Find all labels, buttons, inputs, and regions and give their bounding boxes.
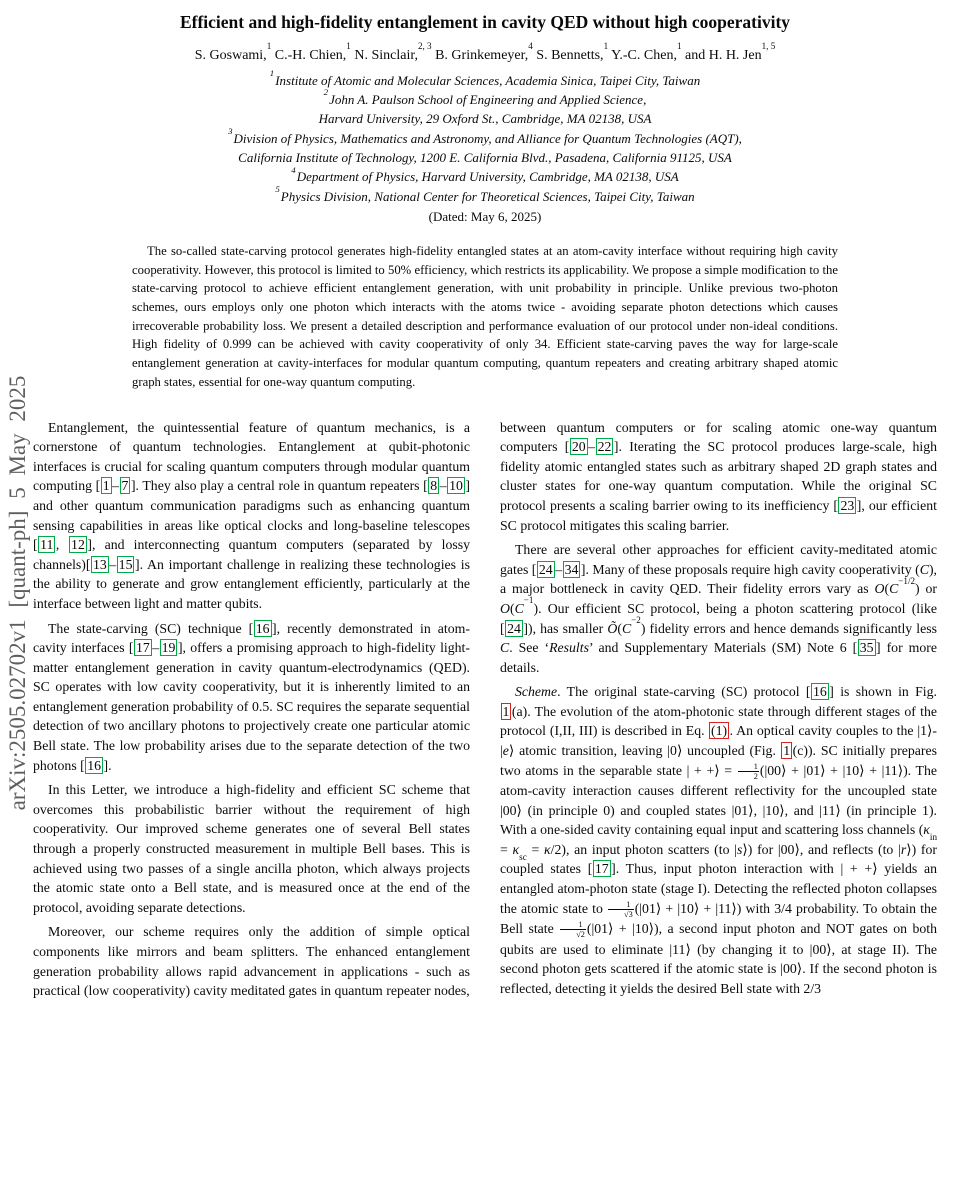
subscript: sc — [519, 851, 527, 862]
affiliation-text: Physics Division, National Center for Theoretical Sciences, Taipei City, Taiwan — [280, 188, 695, 204]
text-run: /2), an input photon scatters (to | — [550, 841, 737, 857]
text-run: In this Letter, we introduce a high-fidelity and efficient SC scheme that overcomes this probabilistic barrier without the requirement of high cooperativity. Our improved scheme generates one of several Bell states through a properly constructed measurement in multiple Bell bases. This is achieved using two passes of a single ancilla photon, which always projects the atomic state onto a Bell state, and is measured once at the end of the protocol, avoiding separate detections. — [33, 782, 470, 915]
italic-run: κ — [544, 841, 551, 857]
text-run: ( — [617, 620, 622, 636]
text-run: ⟩) for |00⟩, and reflects (to | — [742, 841, 901, 857]
author-name-text: C.-H. Chien, — [271, 47, 347, 63]
italic-run: C — [919, 561, 929, 577]
text-run: = — [500, 841, 513, 857]
text-run: ]. Thus, input photon interaction with | + +⟩ yields an entangled atom-photon state (stage I). Detecting the reflected photon collapses the atomic state to — [500, 861, 937, 916]
affiliation-line — [33, 68, 937, 90]
text-run: ]. Many of these proposals require high cavity cooperativity ( — [580, 561, 920, 577]
italic-run: C — [889, 581, 899, 597]
text-run: (c)). SC initially prepares two atoms in the separable state | + +⟩ = — [500, 743, 937, 778]
affiliation-text: John A. Paulson School of Engineering and Applied Science, — [329, 92, 647, 108]
paper-title: Efficient and high-fidelity entanglement in cavity QED without high cooperativity — [179, 12, 791, 32]
text-run: ], offers a promising approach to high-fidelity light-matter entanglement generation in cavity quantum-electrodynamics (QED). SC operates with low cavity cooperativity, but it is inherently limited to an entanglement generation probability of 0.5. SC requires the separate sequential detection of two ancillary photons to projectively create one particular atomic Bell state. The low probability arises due to the separate detection of the two photons [ — [33, 640, 470, 773]
author-name-text: S. Goswami, — [194, 47, 267, 63]
affiliation-text: Department of Physics, Harvard University, Cambridge, MA 02138, USA — [296, 169, 679, 185]
affiliation-line — [33, 183, 937, 206]
italic-run: C — [621, 620, 632, 636]
text-run: (|01⟩ + |10⟩ + |11⟩) with 3/4 probability. To obtain the Bell state — [500, 900, 937, 937]
text-run: ). Our efficient SC protocol, being a photon scattering protocol (like [ — [500, 600, 937, 636]
citation-link[interactable]: 16 — [813, 684, 827, 700]
left-column — [33, 418, 470, 1001]
italic-run: r — [900, 841, 907, 857]
paragraph — [33, 418, 470, 614]
affiliation-marker: 1 — [269, 68, 275, 79]
text-run: ), a major bottleneck in cavity QED. Their fidelity errors vary as — [500, 561, 937, 597]
author-affiliation-marker: 2, 3 — [417, 41, 432, 52]
author-name-text: N. Sinclair, — [350, 47, 418, 63]
author-name — [608, 41, 682, 63]
text-run: = — [526, 841, 544, 857]
author-name — [194, 41, 272, 63]
text-run: , — [55, 537, 69, 553]
italic-run: Õ — [607, 620, 618, 636]
citation-link[interactable]: 17 — [594, 861, 609, 877]
author-name — [681, 41, 776, 63]
affiliation-line — [33, 125, 937, 148]
author-affiliation-marker: 1 — [676, 41, 682, 52]
italic-run: O — [874, 581, 885, 597]
paragraph — [33, 922, 470, 1000]
citation-link[interactable]: 17 — [135, 640, 150, 656]
citation-link[interactable]: 22 — [597, 439, 612, 455]
author-affiliation-marker: 1, 5 — [761, 41, 776, 52]
affiliation-line — [33, 109, 937, 128]
text-run: ]. They also play a central role in quantum repeaters [ — [130, 478, 428, 494]
text-run: – — [112, 478, 120, 494]
text-run: – — [109, 556, 117, 572]
body-columns — [33, 418, 937, 1001]
fraction-numerator: 1 — [626, 899, 631, 909]
citation-link[interactable]: 13 — [92, 556, 107, 572]
text-run: . See ‘ — [509, 640, 550, 656]
author-name — [350, 41, 432, 63]
text-run: ( — [884, 581, 890, 597]
citation-link[interactable]: 16 — [255, 620, 270, 636]
paragraph — [33, 780, 470, 917]
italic-run: O — [500, 600, 510, 616]
text-run: ] for more details. — [500, 640, 937, 675]
text-run: (|01⟩ + |10⟩), a second input photon and NOT gates on both qubits are used to eliminate |11⟩ (by changing it to |00⟩, at stage II). The second photon gets scattered if the atomic state is |00⟩. If the second photon is reflected, detecting it yields the desired Bell state with 2/3 — [500, 921, 937, 996]
italic-run: C — [514, 600, 524, 616]
citation-link[interactable]: 7 — [121, 478, 129, 494]
text-run: – — [152, 640, 160, 656]
inline-fraction — [738, 762, 759, 781]
author-name-text: S. Bennetts, — [532, 47, 604, 63]
italic-run: κ — [512, 841, 520, 857]
text-run: ⟩ atomic transition, leaving |0⟩ uncoupled (Fig. — [508, 743, 781, 759]
text-run: ], recently demonstrated in atom-cavity interfaces [ — [33, 620, 470, 656]
fraction-denominator: 2 — [738, 771, 759, 781]
superscript: −1 — [523, 595, 534, 606]
paragraph — [33, 619, 470, 776]
text-run: – — [555, 561, 563, 577]
citation-link[interactable]: 23 — [840, 497, 855, 513]
paragraph — [500, 418, 937, 536]
italic-run: e — [502, 743, 509, 759]
paragraph — [500, 540, 937, 677]
internal-ref-link[interactable]: 1 — [502, 703, 510, 719]
text-run: – — [588, 439, 596, 455]
citation-link[interactable]: 35 — [859, 640, 874, 656]
text-run: ]), has smaller — [523, 620, 608, 636]
internal-ref-link[interactable]: 1 — [783, 743, 791, 759]
fraction-denominator: √2 — [560, 929, 586, 939]
author-name — [271, 41, 351, 63]
text-run: ], and interconnecting quantum computers (separated by lossy channels)[ — [33, 537, 470, 572]
affiliation-line — [33, 164, 937, 186]
subscript: in — [929, 832, 937, 843]
author-name-text: and H. H. Jen — [681, 47, 762, 63]
author-name-text: Y.-C. Chen, — [608, 47, 677, 63]
citation-link[interactable]: 24 — [507, 620, 521, 636]
text-run: ) or — [915, 581, 937, 597]
citation-link[interactable]: 34 — [564, 561, 579, 577]
text-run: Entanglement, the quintessential feature of quantum mechanics, is a cornerstone of quantum technologies. Entanglement at qubit-photonic interfaces is crucial for scaling quantum computers through modular quantum computing [ — [33, 419, 470, 494]
citation-link[interactable]: 8 — [430, 478, 438, 494]
author-affiliation-marker: 1 — [603, 41, 609, 52]
text-run: (a). The evolution of the atom-photonic state through different stages of the protocol (I,II, III) is described in Eq. — [500, 703, 937, 739]
italic-run: κ — [923, 822, 930, 838]
text-run: ) fidelity errors and hence demands significantly less — [640, 620, 937, 636]
italic-run: C — [500, 640, 510, 656]
text-run: ( — [509, 600, 515, 616]
italic-run: Scheme — [515, 684, 558, 700]
text-run: ], our efficient SC protocol mitigates this scaling barrier. — [500, 497, 937, 533]
affiliation-text: Division of Physics, Mathematics and Astronomy, and Alliance for Quantum Technologies (AQT), — [233, 130, 742, 146]
text-run: ⟩) for coupled states [ — [500, 841, 938, 877]
author-affiliation-marker: 1 — [346, 41, 351, 52]
text-run: ’ and Supplementary Materials (SM) Note 6 [ — [588, 640, 858, 656]
arxiv-watermark: arXiv:2505.02702v1 [quant-ph] 5 May 2025 — [5, 375, 30, 811]
right-column — [500, 418, 937, 1001]
text-run: ]. An important challenge in realizing these technologies is the ability to generate and grow entanglement efficiently, particularly at the interface between light and matter qubits. — [33, 556, 470, 611]
text-run: ] and other quantum communication paradigms such as enhancing quantum sensing capabilities in areas like optical clocks and long-baseline telescopes [ — [33, 478, 470, 553]
text-run: Moreover, our scheme requires only the addition of simple optical components like mirrors and beam splitters. The enhanced entanglement generation probability allows rapid advancement in applications - such as practical (low cooperativity) cavity meditated gates in quantum repeater nodes, — [33, 924, 470, 999]
abstract-text: The so-called state-carving protocol generates high-fidelity entangled states at an atom-cavity interface without requiring high cavity cooperativity. However, this protocol is limited to 50% efficiency, which restricts its applicability. We propose a simple modification to the state-carving protocol to achieve efficient entanglement generation, with unit probability in principle. Unlike previous two-photon schemes, ours employs only one photon which interacts with the atoms twice - avoiding separate photon detections which causes irrecoverable probability loss. We present a detailed description and performance evaluation of our protocol under non-ideal conditions. High fidelity of 0.999 can be achieved with cavity cooperativity of only 34. Efficient state-carving paves the way for large-scale entanglement generation at cavity-interfaces for modular quantum computing, quantum repeaters and creating arbitrary shaped atomic graph states, essential for one-way quantum computing. — [132, 243, 838, 389]
text-run: . The original state-carving (SC) protocol [ — [557, 684, 811, 700]
fraction-denominator: √3 — [608, 909, 634, 919]
citation-link[interactable]: 1 — [102, 478, 110, 494]
affiliation-marker: 3 — [228, 125, 233, 136]
fraction-numerator: 1 — [753, 761, 758, 771]
affiliations-block — [33, 68, 937, 206]
citation-link[interactable]: 10 — [449, 478, 463, 494]
author-name — [532, 41, 609, 63]
author-affiliation-marker: 1 — [266, 41, 272, 52]
inline-fraction — [608, 900, 634, 919]
citation-link[interactable]: 19 — [161, 640, 176, 656]
date-line: (Dated: May 6, 2025) — [428, 208, 542, 224]
italic-run: s — [736, 841, 743, 857]
authors-line — [33, 41, 937, 64]
affiliation-text: California Institute of Technology, 1200 E. California Blvd., Pasadena, California 91125, USA — [238, 150, 732, 166]
text-run: between quantum computers or for scaling atomic one-way quantum computers [ — [500, 419, 937, 455]
superscript: −1/2 — [898, 575, 916, 586]
author-name-text: B. Grinkemeyer, — [431, 47, 529, 63]
superscript: −2 — [631, 614, 641, 625]
affiliation-marker: 5 — [275, 183, 280, 194]
citation-link[interactable]: 20 — [571, 439, 586, 455]
citation-link[interactable]: 15 — [118, 556, 133, 572]
italic-run: Results — [549, 640, 589, 656]
citation-link[interactable]: 16 — [87, 757, 102, 773]
author-affiliation-marker: 4 — [528, 41, 533, 52]
text-run: ] is shown in Fig. — [829, 684, 937, 700]
affiliation-marker: 4 — [291, 164, 296, 175]
fraction-numerator: 1 — [578, 920, 583, 930]
citation-link[interactable]: 24 — [538, 561, 553, 577]
citation-link[interactable]: 12 — [71, 537, 85, 553]
text-run: (|00⟩ + |01⟩ + |10⟩ + |11⟩). The atom-cavity interaction causes different reflectivity for the uncoupled state |00⟩ (in principle 0) and coupled states |01⟩, |10⟩, and |11⟩ (in principle 1). With a one-sided cavity containing equal input and scattering loss channels ( — [500, 762, 937, 838]
inline-fraction — [560, 920, 586, 939]
affiliation-line — [33, 87, 937, 109]
author-name — [431, 41, 533, 63]
text-run: – — [439, 478, 447, 494]
text-run: . An optical cavity couples to the |1⟩-| — [500, 723, 937, 759]
affiliation-text: Institute of Atomic and Molecular Sciences, Academia Sinica, Taipei City, Taiwan — [275, 72, 701, 88]
internal-ref-link[interactable]: (1) — [710, 723, 728, 739]
paragraph — [500, 682, 937, 998]
text-run: There are several other approaches for efficient cavity-meditated atomic gates [ — [500, 542, 937, 577]
affiliation-text: Harvard University, 29 Oxford St., Cambridge, MA 02138, USA — [318, 111, 652, 127]
text-run: ]. — [103, 757, 112, 773]
affiliation-marker: 2 — [323, 87, 329, 98]
affiliation-line — [33, 148, 937, 167]
text-run: The state-carving (SC) technique [ — [48, 620, 254, 636]
citation-link[interactable]: 11 — [40, 537, 54, 553]
text-run: ]. Iterating the SC protocol produces large-scale, high fidelity atomic entangled states such as arbitrary shaped 2D graph states and cluster states for one-way quantum computation. While the original SC protocol presents a scaling barrier owing to its inefficiency [ — [500, 439, 938, 513]
